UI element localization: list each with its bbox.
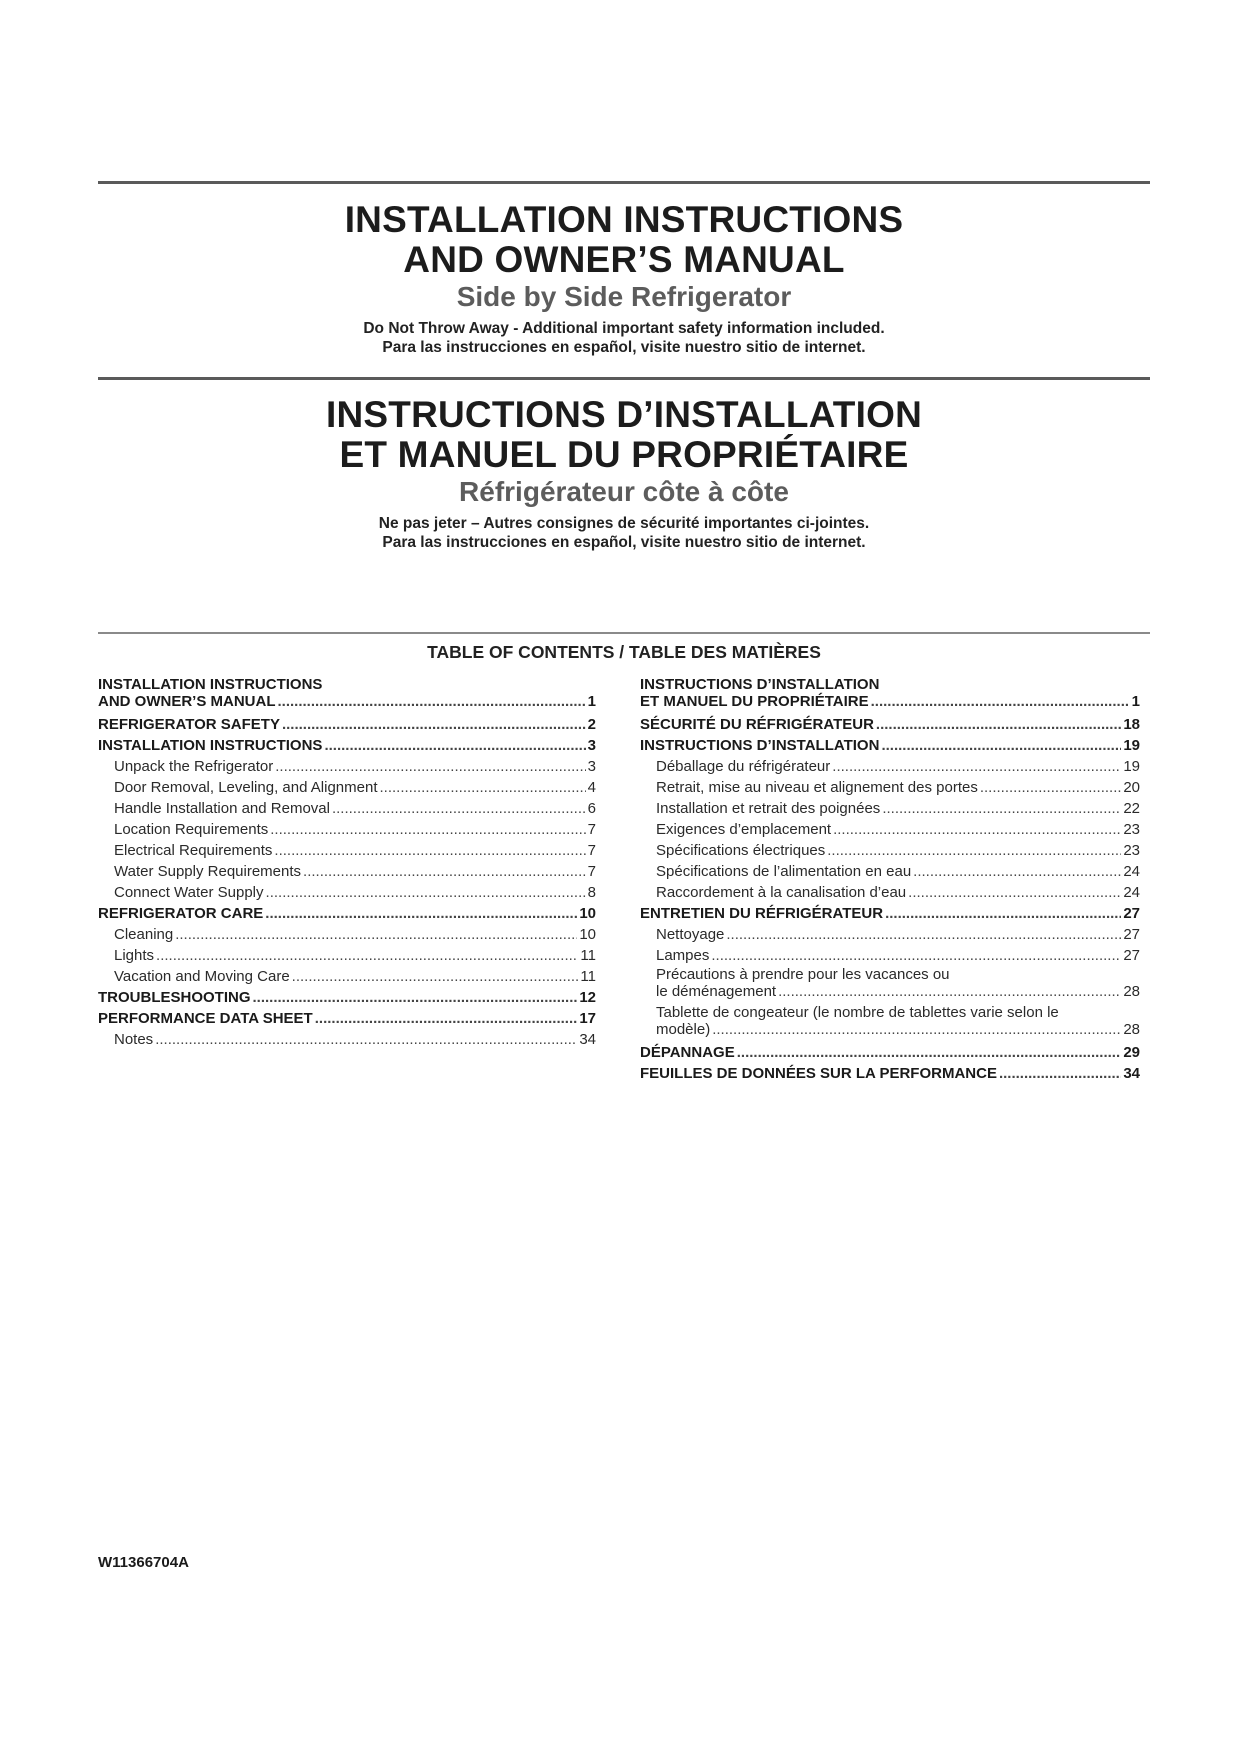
toc-entry-page: 11 — [580, 947, 596, 964]
dot-leader — [881, 735, 1121, 756]
toc-entry-label: INSTRUCTIONS D’INSTALLATION — [640, 737, 880, 754]
toc-entry[interactable] — [640, 840, 1140, 861]
toc-entry-line — [640, 983, 1140, 1000]
top-rule — [98, 181, 1150, 184]
toc-entry-label: Spécifications électriques — [656, 842, 826, 859]
toc-entry-page: 11 — [580, 968, 596, 985]
toc-entry-page: 24 — [1123, 884, 1140, 901]
toc-entry-page: 12 — [579, 989, 596, 1006]
toc-entry-line — [640, 714, 1140, 735]
toc-entry[interactable] — [98, 819, 596, 840]
toc-entry-label: Handle Installation and Removal — [114, 800, 330, 817]
toc-entry[interactable] — [98, 1029, 596, 1050]
dot-leader — [155, 1029, 577, 1050]
french-title-line1: INSTRUCTIONS D’INSTALLATION — [326, 394, 922, 435]
toc-entry-line — [640, 945, 1140, 966]
toc-entry-page: 10 — [579, 926, 596, 943]
toc-entry-page: 19 — [1123, 758, 1140, 775]
toc-entry-label: Lampes — [656, 947, 710, 964]
toc-entry-page: 18 — [1123, 716, 1140, 733]
dot-leader — [274, 840, 585, 861]
toc-entry-page: 8 — [587, 884, 596, 901]
toc-entry-page: 4 — [587, 779, 596, 796]
french-subtitle: Réfrigérateur côte à côte — [459, 476, 789, 507]
toc-entry-label: AND OWNER’S MANUAL — [98, 693, 276, 710]
toc-entry[interactable] — [640, 756, 1140, 777]
dot-leader — [379, 777, 585, 798]
toc-entry-line — [98, 924, 596, 945]
toc-entry[interactable] — [640, 924, 1140, 945]
english-title-line1: INSTALLATION INSTRUCTIONS — [344, 199, 904, 240]
dot-leader — [265, 903, 577, 924]
toc-entry-label-line1: INSTRUCTIONS D’INSTALLATION — [640, 676, 880, 693]
toc-entry-label: Nettoyage — [656, 926, 725, 943]
toc-entry-page: 10 — [579, 905, 596, 922]
toc-entry-label: Exigences d’emplacement — [656, 821, 832, 838]
toc-rule — [98, 632, 1150, 634]
toc-entry-page: 29 — [1123, 1044, 1140, 1061]
english-note-line1: Do Not Throw Away - Additional important safety information included. — [363, 320, 885, 337]
toc-entry[interactable] — [640, 1063, 1140, 1084]
toc-entry-line — [640, 798, 1140, 819]
toc-entry-label: ET MANUEL DU PROPRIÉTAIRE — [640, 693, 869, 710]
toc-entry-line — [98, 693, 596, 710]
toc-entry[interactable] — [98, 777, 596, 798]
toc-entry-page: 23 — [1123, 842, 1140, 859]
toc-entry[interactable] — [640, 714, 1140, 735]
toc-entry-line — [98, 777, 596, 798]
dot-leader — [871, 693, 1130, 710]
toc-entry[interactable] — [98, 840, 596, 861]
dot-leader — [156, 945, 578, 966]
toc-entry-line — [98, 861, 596, 882]
toc-entry[interactable] — [98, 1008, 596, 1029]
toc-entry-label: ENTRETIEN DU RÉFRIGÉRATEUR — [640, 905, 884, 922]
toc-entry-page: 24 — [1123, 863, 1140, 880]
toc-entry-line — [98, 819, 596, 840]
english-subtitle: Side by Side Refrigerator — [456, 281, 792, 312]
toc-entry[interactable] — [98, 945, 596, 966]
dot-leader — [303, 861, 586, 882]
toc-entry-label: Déballage du réfrigérateur — [656, 758, 831, 775]
toc-entry-line — [98, 714, 596, 735]
dot-leader — [266, 882, 586, 903]
dot-leader — [324, 735, 585, 756]
toc-entry-page: 1 — [587, 693, 596, 710]
english-note-line2: Para las instrucciones en español, visite nuestro sitio de internet. — [382, 339, 866, 356]
toc-entry[interactable] — [98, 966, 596, 987]
dot-leader — [726, 924, 1121, 945]
toc-entry-line — [98, 903, 596, 924]
toc-entry[interactable] — [640, 676, 1140, 710]
toc-entry[interactable] — [640, 1042, 1140, 1063]
toc-entry-line — [98, 840, 596, 861]
toc-entry-line — [98, 1008, 596, 1029]
toc-entry-line — [640, 735, 1140, 756]
toc-entry-line — [98, 798, 596, 819]
toc-entry[interactable] — [640, 819, 1140, 840]
toc-entry-line — [640, 861, 1140, 882]
toc-entry-label: FEUILLES DE DONNÉES SUR LA PERFORMANCE — [640, 1065, 997, 1082]
dot-leader — [876, 714, 1121, 735]
toc-entry-page: 3 — [587, 737, 596, 754]
toc-entry-page: 22 — [1123, 800, 1140, 817]
toc-entry-label: Spécifications de l’alimentation en eau — [656, 863, 912, 880]
toc-entry-line — [98, 756, 596, 777]
toc-entry-page: 3 — [587, 758, 596, 775]
toc-entry[interactable] — [98, 676, 596, 710]
dot-leader — [778, 983, 1121, 1000]
toc-entry-page: 27 — [1123, 905, 1140, 922]
toc-entry-label: modèle) — [656, 1021, 711, 1038]
toc-entry-line — [98, 735, 596, 756]
toc-entry-label: Notes — [114, 1031, 154, 1048]
english-title-line2: AND OWNER’S MANUAL — [403, 239, 845, 280]
dot-leader — [913, 861, 1121, 882]
dot-leader — [332, 798, 586, 819]
dot-leader — [999, 1063, 1121, 1084]
dot-leader — [882, 798, 1121, 819]
toc-entry-line — [640, 756, 1140, 777]
toc-entry-label: Cleaning — [114, 926, 174, 943]
toc-entry-page: 6 — [587, 800, 596, 817]
toc-entry-line — [98, 966, 596, 987]
toc-entry-line — [98, 882, 596, 903]
toc-entry-line — [640, 1042, 1140, 1063]
toc-entry-label-line1: INSTALLATION INSTRUCTIONS — [98, 676, 323, 693]
toc-entry-line — [98, 945, 596, 966]
dot-leader — [270, 819, 585, 840]
toc-entry-label: Raccordement à la canalisation d’eau — [656, 884, 907, 901]
toc-entry-label: Vacation and Moving Care — [114, 968, 290, 985]
dot-leader — [833, 819, 1121, 840]
toc-entry-label: Unpack the Refrigerator — [114, 758, 274, 775]
middle-rule — [98, 377, 1150, 380]
toc-entry-label-line1: Précautions à prendre pour les vacances ou — [656, 966, 950, 983]
dot-leader — [278, 693, 586, 710]
toc-entry-line — [640, 1063, 1140, 1084]
toc-entry-line — [98, 987, 596, 1008]
toc-entry-page: 23 — [1123, 821, 1140, 838]
toc-entry-line — [640, 882, 1140, 903]
toc-entry-label: Retrait, mise au niveau et alignement des portes — [656, 779, 978, 796]
dot-leader — [282, 714, 586, 735]
toc-entry-label: REFRIGERATOR SAFETY — [98, 716, 280, 733]
toc-english-column — [98, 676, 596, 1050]
english-header — [98, 200, 1150, 357]
toc-entry[interactable] — [640, 735, 1140, 756]
toc-entry[interactable] — [98, 756, 596, 777]
french-note-line1: Ne pas jeter – Autres consignes de sécurité importantes ci-jointes. — [378, 515, 870, 532]
toc-entry-line — [640, 1021, 1140, 1038]
dot-leader — [275, 756, 585, 777]
toc-entry-line — [640, 924, 1140, 945]
dot-leader — [885, 903, 1121, 924]
toc-entry-label: Door Removal, Leveling, and Alignment — [114, 779, 378, 796]
toc-entry-page: 28 — [1123, 1021, 1140, 1038]
dot-leader — [711, 945, 1121, 966]
dot-leader — [832, 756, 1121, 777]
toc-entry-page: 20 — [1123, 779, 1140, 796]
toc-entry-label: INSTALLATION INSTRUCTIONS — [98, 737, 323, 754]
toc-entry-label: REFRIGERATOR CARE — [98, 905, 264, 922]
toc-entry-label: Installation et retrait des poignées — [656, 800, 881, 817]
french-title-line2: ET MANUEL DU PROPRIÉTAIRE — [339, 434, 909, 475]
toc-entry-label: PERFORMANCE DATA SHEET — [98, 1010, 313, 1027]
toc-entry[interactable] — [640, 798, 1140, 819]
toc-entry-page: 27 — [1123, 926, 1140, 943]
toc-entry[interactable] — [640, 966, 1140, 1000]
toc-entry-label: TROUBLESHOOTING — [98, 989, 251, 1006]
toc-entry-page: 27 — [1123, 947, 1140, 964]
toc-entry[interactable] — [98, 987, 596, 1008]
toc-entry-page: 28 — [1123, 983, 1140, 1000]
toc-entry-page: 7 — [587, 863, 596, 880]
toc-entry-line — [640, 777, 1140, 798]
toc-entry[interactable] — [98, 735, 596, 756]
dot-leader — [712, 1021, 1121, 1038]
toc-entry-page: 7 — [587, 842, 596, 859]
toc-entry-label: Lights — [114, 947, 155, 964]
toc-entry[interactable] — [640, 777, 1140, 798]
dot-leader — [827, 840, 1121, 861]
toc-entry[interactable] — [98, 861, 596, 882]
toc-entry-page: 34 — [579, 1031, 596, 1048]
dot-leader — [980, 777, 1121, 798]
toc-entry-label: le déménagement — [656, 983, 777, 1000]
part-number: W11366704A — [98, 1554, 189, 1571]
toc-entry-label: Connect Water Supply — [114, 884, 264, 901]
toc-entry[interactable] — [98, 903, 596, 924]
toc-entry-line — [640, 903, 1140, 924]
toc-entry-line — [640, 840, 1140, 861]
toc-entry-label: Electrical Requirements — [114, 842, 273, 859]
toc-entry[interactable] — [98, 714, 596, 735]
toc-entry-page: 2 — [587, 716, 596, 733]
toc-entry-label: SÉCURITÉ DU RÉFRIGÉRATEUR — [640, 716, 874, 733]
toc-entry[interactable] — [98, 798, 596, 819]
toc-entry-label-line1: Tablette de congeateur (le nombre de tablettes varie selon le — [656, 1004, 1059, 1021]
toc-entry-page: 34 — [1123, 1065, 1140, 1082]
toc-entry-page: 1 — [1131, 693, 1140, 710]
dot-leader — [315, 1008, 578, 1029]
toc-entry-line — [640, 693, 1140, 710]
toc-entry[interactable] — [640, 945, 1140, 966]
toc-entry-page: 17 — [579, 1010, 596, 1027]
toc-entry-label: Location Requirements — [114, 821, 269, 838]
toc-entry-page: 19 — [1123, 737, 1140, 754]
dot-leader — [253, 987, 578, 1008]
dot-leader — [737, 1042, 1122, 1063]
toc-title: TABLE OF CONTENTS / TABLE DES MATIÈRES — [427, 642, 821, 662]
dot-leader — [175, 924, 577, 945]
french-header — [98, 395, 1150, 552]
toc-entry[interactable] — [98, 882, 596, 903]
toc-entry-label: DÉPANNAGE — [640, 1044, 735, 1061]
toc-entry[interactable] — [640, 1004, 1140, 1038]
dot-leader — [908, 882, 1121, 903]
toc-entry[interactable] — [640, 861, 1140, 882]
toc-entry-page: 7 — [587, 821, 596, 838]
dot-leader — [292, 966, 579, 987]
toc-entry-label: Water Supply Requirements — [114, 863, 302, 880]
toc-entry[interactable] — [640, 882, 1140, 903]
toc-entry[interactable] — [640, 903, 1140, 924]
french-note-line2: Para las instrucciones en español, visite nuestro sitio de internet. — [382, 534, 866, 551]
toc-entry-line — [98, 1029, 596, 1050]
toc-entry[interactable] — [98, 924, 596, 945]
toc-entry-line — [640, 819, 1140, 840]
toc-french-column — [640, 676, 1140, 1084]
